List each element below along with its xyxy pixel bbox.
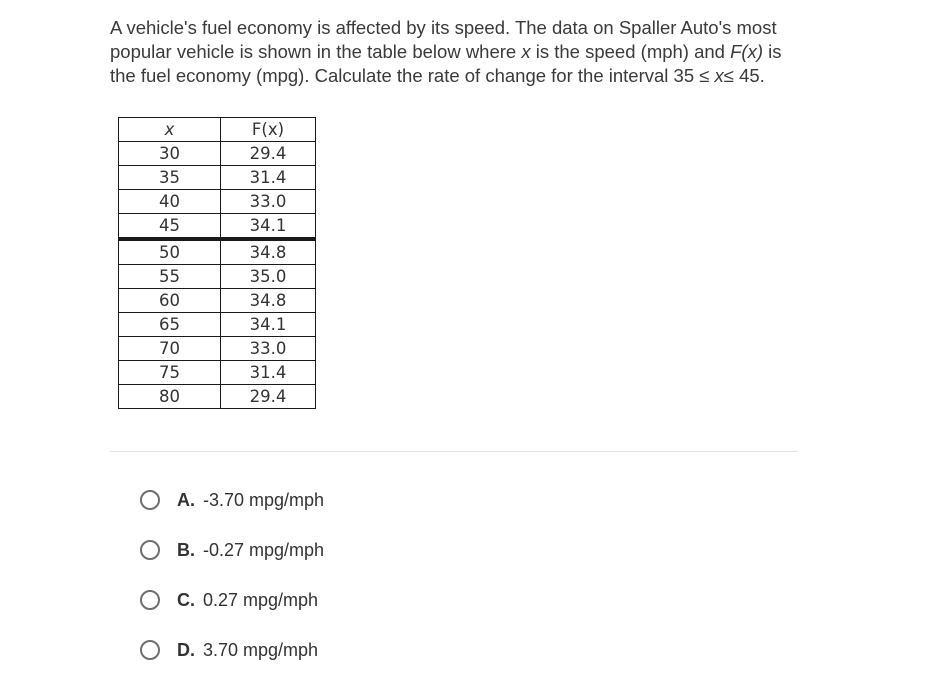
cell-x: 40 (119, 190, 221, 214)
option-b[interactable] (140, 536, 324, 564)
question-part-4: ≤ 45. (723, 65, 765, 86)
radio-button-b[interactable] (140, 540, 160, 560)
cell-x: 35 (119, 166, 221, 190)
option-letter: C. (177, 589, 195, 610)
data-table (118, 117, 316, 409)
option-d[interactable] (140, 636, 324, 664)
variable-x: x (521, 41, 531, 62)
cell-fx: 34.1 (221, 313, 316, 337)
column-header-x: x (119, 118, 221, 142)
cell-fx: 29.4 (221, 142, 316, 166)
option-letter: D. (177, 639, 195, 660)
option-text: 0.27 mpg/mph (203, 589, 319, 610)
question-part-2: is the speed (mph) and (530, 41, 731, 62)
cell-x: 55 (119, 265, 221, 289)
table-row (119, 361, 316, 385)
radio-button-d[interactable] (140, 640, 160, 660)
table-row (119, 265, 316, 289)
cell-fx: 29.4 (221, 385, 316, 409)
cell-x: 75 (119, 361, 221, 385)
cell-fx: 34.1 (221, 214, 316, 240)
column-header-fx: F(x) (221, 118, 316, 142)
variable-x-interval: x (714, 65, 724, 86)
option-a[interactable] (140, 486, 324, 514)
option-text: -3.70 mpg/mph (203, 489, 325, 510)
table-row (119, 313, 316, 337)
radio-button-c[interactable] (140, 590, 160, 610)
option-letter: A. (177, 489, 195, 510)
cell-x: 80 (119, 385, 221, 409)
option-text: 3.70 mpg/mph (203, 639, 319, 660)
radio-button-a[interactable] (140, 490, 160, 510)
option-c[interactable] (140, 586, 324, 614)
table-row (119, 214, 316, 240)
cell-fx: 34.8 (221, 289, 316, 313)
table-row (119, 385, 316, 409)
answer-options (140, 486, 324, 686)
table-row (119, 289, 316, 313)
question-part-1: A vehicle's fuel economy is affected by its speed. The data on Spaller Auto's most popular vehicle is shown in the table below where (110, 17, 777, 62)
section-divider (110, 451, 798, 452)
table-row (119, 142, 316, 166)
cell-fx: 31.4 (221, 166, 316, 190)
cell-x: 70 (119, 337, 221, 361)
cell-x: 45 (119, 214, 221, 240)
table-row (119, 239, 316, 265)
question-part-3: is the fuel economy (mpg). Calculate the rate of change for the interval 35 ≤ (110, 41, 782, 86)
cell-x: 65 (119, 313, 221, 337)
table-row (119, 166, 316, 190)
cell-x: 60 (119, 289, 221, 313)
cell-fx: 33.0 (221, 190, 316, 214)
cell-fx: 33.0 (221, 337, 316, 361)
question-text (110, 16, 800, 88)
cell-fx: 34.8 (221, 239, 316, 265)
variable-fx: F(x) (730, 41, 763, 62)
table-header-row (119, 118, 316, 142)
cell-x: 50 (119, 239, 221, 265)
table-row (119, 337, 316, 361)
table-row (119, 190, 316, 214)
cell-fx: 35.0 (221, 265, 316, 289)
option-text: -0.27 mpg/mph (203, 539, 325, 560)
cell-fx: 31.4 (221, 361, 316, 385)
option-letter: B. (177, 539, 195, 560)
cell-x: 30 (119, 142, 221, 166)
